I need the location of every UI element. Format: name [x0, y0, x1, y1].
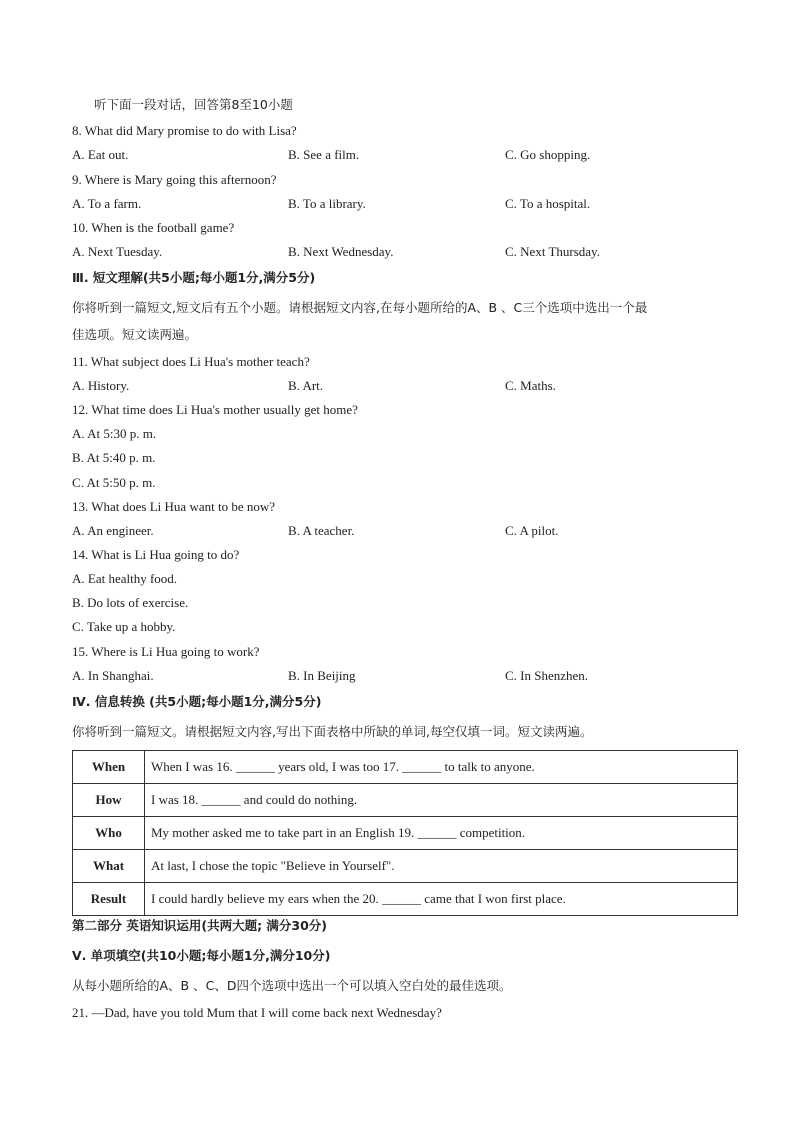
- option-9c: C. To a hospital.: [505, 196, 591, 211]
- row-value: My mother asked me to take part in an English 19. ______ competition.: [145, 817, 738, 850]
- option-14b: B. Do lots of exercise.: [72, 595, 189, 610]
- table-row: [73, 883, 738, 916]
- option-12b: B. At 5:40 p. m.: [72, 450, 156, 465]
- row-value: When I was 16. ______ years old, I was too 17. ______ to talk to anyone.: [145, 751, 738, 784]
- question-14: 14. What is Li Hua going to do?: [72, 547, 240, 562]
- section-3-instruction-line1: 你将听到一篇短文,短文后有五个小题。请根据短文内容,在每小题所给的A、B 、C三个选项中选出一个最: [72, 300, 648, 315]
- table-row: [73, 817, 738, 850]
- table-row: [73, 850, 738, 883]
- table-row: [73, 751, 738, 784]
- section-3-instruction-line2: 佳选项。短文读两遍。: [72, 327, 198, 342]
- option-9b: B. To a library.: [288, 196, 366, 211]
- option-11b: B. Art.: [288, 378, 324, 393]
- option-13a: A. An engineer.: [72, 523, 154, 538]
- question-11: 11. What subject does Li Hua's mother teach?: [72, 354, 310, 369]
- option-14c: C. Take up a hobby.: [72, 619, 176, 634]
- question-13: 13. What does Li Hua want to be now?: [72, 499, 276, 514]
- section-3-heading: Ⅲ. 短文理解(共5小题;每小题1分,满分5分): [72, 270, 316, 285]
- option-11c: C. Maths.: [505, 378, 556, 393]
- question-8: 8. What did Mary promise to do with Lisa?: [72, 123, 297, 138]
- section-4-heading: Ⅳ. 信息转换 (共5小题;每小题1分,满分5分): [72, 694, 322, 709]
- row-key: How: [73, 784, 145, 817]
- listening-intro: 听下面一段对话，回答第8至10小题: [94, 97, 293, 112]
- section-5-instruction: 从每小题所给的A、B 、C、D四个选项中选出一个可以填入空白处的最佳选项。: [72, 978, 512, 993]
- question-12: 12. What time does Li Hua's mother usually get home?: [72, 402, 358, 417]
- option-10b: B. Next Wednesday.: [288, 244, 394, 259]
- question-15: 15. Where is Li Hua going to work?: [72, 644, 260, 659]
- option-15c: C. In Shenzhen.: [505, 668, 589, 683]
- option-13c: C. A pilot.: [505, 523, 559, 538]
- row-value: I was 18. ______ and could do nothing.: [145, 784, 738, 817]
- row-key: Result: [73, 883, 145, 916]
- row-value: I could hardly believe my ears when the 20. ______ came that I won first place.: [145, 883, 738, 916]
- option-15b: B. In Beijing: [288, 668, 356, 683]
- option-12c: C. At 5:50 p. m.: [72, 475, 156, 490]
- row-key: When: [73, 751, 145, 784]
- option-10c: C. Next Thursday.: [505, 244, 600, 259]
- option-8a: A. Eat out.: [72, 147, 129, 162]
- table-row: [73, 784, 738, 817]
- question-9: 9. Where is Mary going this afternoon?: [72, 172, 277, 187]
- question-10: 10. When is the football game?: [72, 220, 235, 235]
- option-12a: A. At 5:30 p. m.: [72, 426, 157, 441]
- option-9a: A. To a farm.: [72, 196, 142, 211]
- option-10a: A. Next Tuesday.: [72, 244, 163, 259]
- row-value: At last, I chose the topic "Believe in Yourself".: [145, 850, 738, 883]
- row-key: Who: [73, 817, 145, 850]
- section-5-heading: Ⅴ. 单项填空(共10小题;每小题1分,满分10分): [72, 948, 331, 963]
- question-21: 21. —Dad, have you told Mum that I will come back next Wednesday?: [72, 1005, 442, 1020]
- option-15a: A. In Shanghai.: [72, 668, 154, 683]
- option-11a: A. History.: [72, 378, 130, 393]
- part-2-heading: 第二部分 英语知识运用(共两大题; 满分30分): [72, 918, 328, 933]
- option-13b: B. A teacher.: [288, 523, 355, 538]
- info-table: [72, 750, 738, 916]
- row-key: What: [73, 850, 145, 883]
- option-8c: C. Go shopping.: [505, 147, 591, 162]
- section-4-instruction: 你将听到一篇短文。请根据短文内容,写出下面表格中所缺的单词,每空仅填一词。短文读两遍。: [72, 724, 593, 739]
- option-8b: B. See a film.: [288, 147, 360, 162]
- option-14a: A. Eat healthy food.: [72, 571, 178, 586]
